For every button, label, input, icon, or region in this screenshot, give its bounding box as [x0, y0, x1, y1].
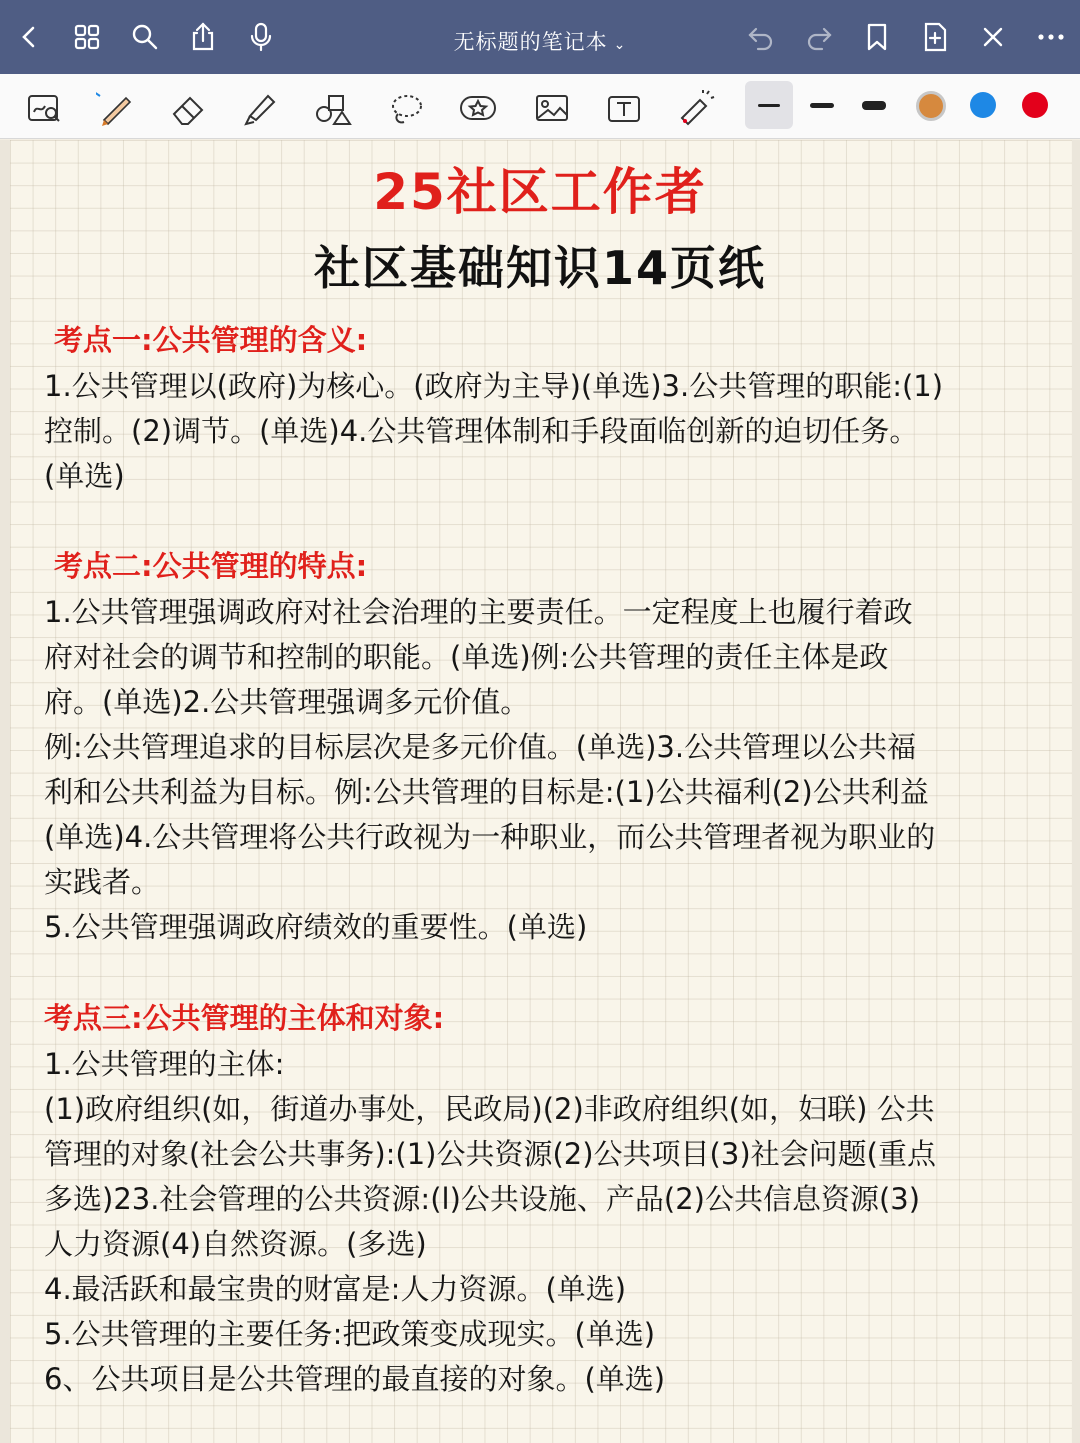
color-swatch-orange[interactable] — [916, 91, 946, 121]
color-swatch-blue[interactable] — [970, 92, 996, 118]
section-heading-1: 考点一:公共管理的含义: — [54, 323, 368, 357]
section-3-line: 管理的对象(社会公共事务):(1)公共资源(2)公共项目(3)社会问题(重点 — [44, 1137, 936, 1171]
highlighter-tool-icon[interactable] — [240, 88, 280, 128]
notebook-title-text: 无标题的笔记本 — [453, 30, 608, 54]
redo-icon[interactable] — [802, 20, 836, 54]
canvas-margin-left — [0, 140, 10, 1443]
section-3-line: 多选)23.社会管理的公共资源:(l)公共设施、产品(2)公共信息资源(3) — [44, 1182, 921, 1216]
bookmark-icon[interactable] — [860, 20, 894, 54]
undo-icon[interactable] — [744, 20, 778, 54]
section-3-line: 人力资源(4)自然资源。(多选) — [44, 1227, 427, 1261]
add-page-icon[interactable] — [918, 20, 952, 54]
section-1-line: 控制。(2)调节。(单选)4.公共管理体制和手段面临创新的迫切任务。 — [44, 414, 919, 448]
note-title: 25社区工作者 — [373, 163, 707, 221]
section-1-line: 1.公共管理以(政府)为核心。(政府为主导)(单选)3.公共管理的职能:(1) — [44, 369, 944, 403]
section-2-line: 府。(单选)2.公共管理强调多元价值。 — [44, 685, 530, 719]
sticker-tool-icon[interactable] — [458, 88, 498, 128]
shapes-tool-icon[interactable] — [312, 88, 352, 128]
section-heading-2: 考点二:公共管理的特点: — [54, 549, 368, 583]
section-3-line: 6、公共项目是公共管理的最直接的对象。(单选) — [44, 1362, 666, 1396]
section-2-line: 府对社会的调节和控制的职能。(单选)例:公共管理的责任主体是政 — [44, 640, 889, 674]
text-tool-icon[interactable] — [604, 88, 644, 128]
section-2-line: (单选)4.公共管理将公共行政视为一种职业，而公共管理者视为职业的 — [44, 820, 936, 854]
section-3-line: 4.最活跃和最宝贵的财富是:人力资源。(单选) — [44, 1272, 627, 1306]
section-2-line: 例:公共管理追求的目标层次是多元价值。(单选)3.公共管理以公共福 — [44, 730, 917, 764]
section-3-line: (1)政府组织(如，街道办事处，民政局)(2)非政府组织(如，妇联) 公共 — [44, 1092, 935, 1126]
eraser-tool-icon[interactable] — [168, 88, 208, 128]
close-icon[interactable] — [976, 20, 1010, 54]
lasso-tool-icon[interactable] — [386, 88, 426, 128]
top-navigation-bar — [0, 0, 1080, 74]
section-2-line: 1.公共管理强调政府对社会治理的主要责任。一定程度上也履行着政 — [44, 595, 913, 629]
more-icon[interactable] — [1034, 20, 1068, 54]
section-heading-3: 考点三:公共管理的主体和对象: — [44, 1001, 445, 1035]
note-subtitle: 社区基础知识14页纸 — [313, 241, 766, 295]
stroke-width-thick[interactable] — [862, 101, 886, 110]
section-1-line: (单选) — [44, 459, 125, 493]
section-2-line: 实践者。 — [44, 865, 161, 899]
color-swatch-red[interactable] — [1022, 92, 1048, 118]
chevron-down-icon: ⌄ — [613, 37, 627, 53]
canvas-margin-right — [1072, 140, 1080, 1443]
laser-pointer-tool-icon[interactable] — [676, 88, 716, 128]
stroke-width-thin[interactable] — [758, 104, 780, 107]
stroke-width-medium[interactable] — [810, 103, 834, 108]
section-3-line: 1.公共管理的主体: — [44, 1047, 285, 1081]
zoom-selection-tool-icon[interactable] — [24, 88, 64, 128]
section-3-line: 5.公共管理的主要任务:把政策变成现实。(单选) — [44, 1317, 656, 1351]
pen-tool-icon[interactable] — [96, 88, 136, 128]
section-2-line: 5.公共管理强调政府绩效的重要性。(单选) — [44, 910, 588, 944]
image-tool-icon[interactable] — [532, 88, 572, 128]
section-2-line: 利和公共利益为目标。例:公共管理的目标是:(1)公共福利(2)公共利益 — [44, 775, 929, 809]
